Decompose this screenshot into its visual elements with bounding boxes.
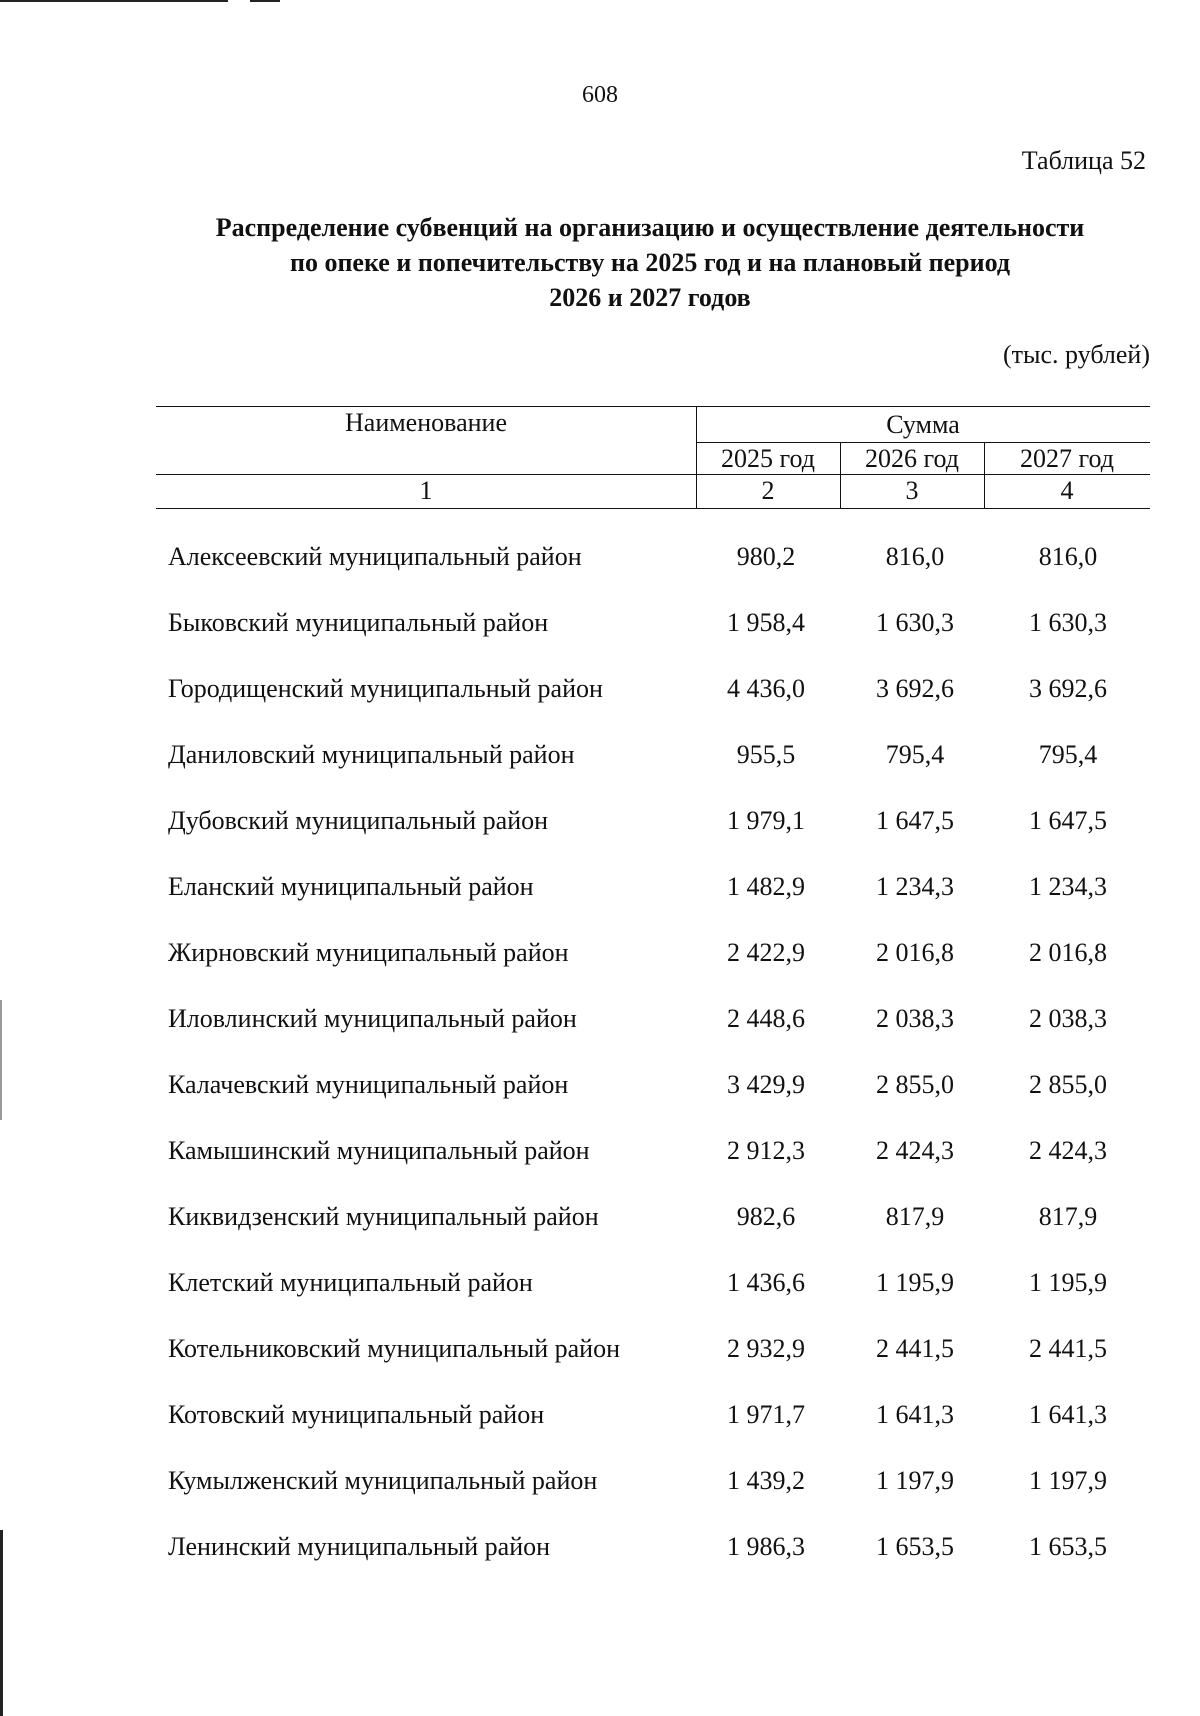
value-2027: 2 424,3 [1029, 1136, 1107, 1165]
table-row [0, 660, 1200, 726]
document-title [150, 210, 1150, 315]
value-2027: 1 234,3 [1029, 872, 1107, 901]
value-2025: 2 932,9 [727, 1334, 805, 1363]
table-row [0, 1188, 1200, 1254]
district-name: Алексеевский муниципальный район [168, 542, 582, 571]
value-2026: 816,0 [885, 542, 945, 571]
header-year-2027: 2027 год [1020, 444, 1114, 473]
district-name: Жирновский муниципальный район [168, 938, 569, 967]
value-2026: 1 630,3 [876, 608, 954, 637]
value-2026: 2 855,0 [876, 1070, 954, 1099]
value-2027: 1 195,9 [1029, 1268, 1107, 1297]
table-body [0, 528, 1200, 1584]
value-2025: 980,2 [736, 542, 796, 571]
scan-edge-mark [0, 0, 228, 2]
table-row [0, 1122, 1200, 1188]
value-2026: 2 441,5 [876, 1334, 954, 1363]
col-number: 1 [419, 476, 433, 505]
table-row [0, 858, 1200, 924]
title-line: Распределение субвенций на организацию и осуществление деятельности [215, 213, 1085, 242]
rule [156, 508, 1150, 509]
rule [696, 442, 1150, 443]
scan-edge-mark [250, 0, 280, 2]
page-number: 608 [582, 82, 618, 108]
value-2026: 1 653,5 [876, 1532, 954, 1561]
district-name: Даниловский муниципальный район [168, 740, 575, 769]
value-2027: 1 641,3 [1029, 1400, 1107, 1429]
value-2027: 1 653,5 [1029, 1532, 1107, 1561]
value-2027: 817,9 [1038, 1202, 1098, 1231]
value-2026: 1 647,5 [876, 806, 954, 835]
table-row [0, 528, 1200, 594]
district-name: Кумылженский муниципальный район [168, 1466, 598, 1495]
rule [156, 406, 1150, 407]
value-2025: 2 912,3 [727, 1136, 805, 1165]
units-note: (тыс. рублей) [1002, 340, 1150, 369]
value-2027: 795,4 [1038, 740, 1098, 769]
district-name: Быковский муниципальный район [168, 608, 549, 637]
value-2025: 1 439,2 [727, 1466, 805, 1495]
district-name: Еланский муниципальный район [168, 872, 534, 901]
district-name: Камышинский муниципальный район [168, 1136, 590, 1165]
table-row [0, 1386, 1200, 1452]
value-2027: 1 630,3 [1029, 608, 1107, 637]
value-2026: 1 195,9 [876, 1268, 954, 1297]
value-2026: 2 016,8 [876, 938, 954, 967]
district-name: Ленинский муниципальный район [168, 1532, 551, 1561]
value-2025: 1 436,6 [727, 1268, 805, 1297]
table-header [156, 406, 1150, 510]
value-2025: 2 422,9 [727, 938, 805, 967]
value-2025: 1 482,9 [727, 872, 805, 901]
header-year-2025: 2025 год [721, 444, 815, 473]
district-name: Котовский муниципальный район [168, 1400, 545, 1429]
value-2026: 3 692,6 [876, 674, 954, 703]
district-name: Иловлинский муниципальный район [168, 1004, 577, 1033]
table-row [0, 1254, 1200, 1320]
value-2026: 817,9 [885, 1202, 945, 1231]
value-2026: 1 234,3 [876, 872, 954, 901]
table-row [0, 990, 1200, 1056]
table-row [0, 1452, 1200, 1518]
value-2025: 3 429,9 [727, 1070, 805, 1099]
value-2026: 2 038,3 [876, 1004, 954, 1033]
value-2027: 2 855,0 [1029, 1070, 1107, 1099]
value-2026: 2 424,3 [876, 1136, 954, 1165]
value-2027: 1 197,9 [1029, 1466, 1107, 1495]
value-2027: 2 016,8 [1029, 938, 1107, 967]
title-line: по опеке и попечительству на 2025 год и на плановый период [289, 248, 1011, 277]
value-2025: 1 979,1 [727, 806, 805, 835]
table-row [0, 1518, 1200, 1584]
value-2027: 816,0 [1038, 542, 1098, 571]
value-2026: 1 641,3 [876, 1400, 954, 1429]
col-number: 3 [905, 476, 919, 505]
value-2025: 1 986,3 [727, 1532, 805, 1561]
district-name: Киквидзенский муниципальный район [168, 1202, 599, 1231]
value-2027: 2 441,5 [1029, 1334, 1107, 1363]
title-line: 2026 и 2027 годов [549, 283, 751, 312]
table-row [0, 1056, 1200, 1122]
table-label: Таблица 52 [1021, 146, 1146, 175]
col-number: 2 [761, 476, 775, 505]
district-name: Городищенский муниципальный район [168, 674, 603, 703]
header-sum: Сумма [886, 410, 960, 439]
value-2027: 3 692,6 [1029, 674, 1107, 703]
table-row [0, 1320, 1200, 1386]
value-2025: 2 448,6 [727, 1004, 805, 1033]
header-name: Наименование [345, 408, 507, 437]
value-2025: 955,5 [736, 740, 796, 769]
district-name: Калачевский муниципальный район [168, 1070, 569, 1099]
table-row [0, 594, 1200, 660]
value-2027: 2 038,3 [1029, 1004, 1107, 1033]
rule [156, 474, 1150, 475]
table-row [0, 924, 1200, 990]
value-2026: 1 197,9 [876, 1466, 954, 1495]
col-number: 4 [1060, 476, 1074, 505]
header-year-2026: 2026 год [865, 444, 959, 473]
value-2025: 4 436,0 [727, 674, 805, 703]
value-2027: 1 647,5 [1029, 806, 1107, 835]
value-2026: 795,4 [885, 740, 945, 769]
district-name: Клетский муниципальный район [168, 1268, 533, 1297]
value-2025: 982,6 [736, 1202, 796, 1231]
value-2025: 1 958,4 [727, 608, 805, 637]
table-row [0, 792, 1200, 858]
value-2025: 1 971,7 [727, 1400, 805, 1429]
table-row [0, 726, 1200, 792]
district-name: Дубовский муниципальный район [168, 806, 549, 835]
district-name: Котельниковский муниципальный район [168, 1334, 620, 1363]
